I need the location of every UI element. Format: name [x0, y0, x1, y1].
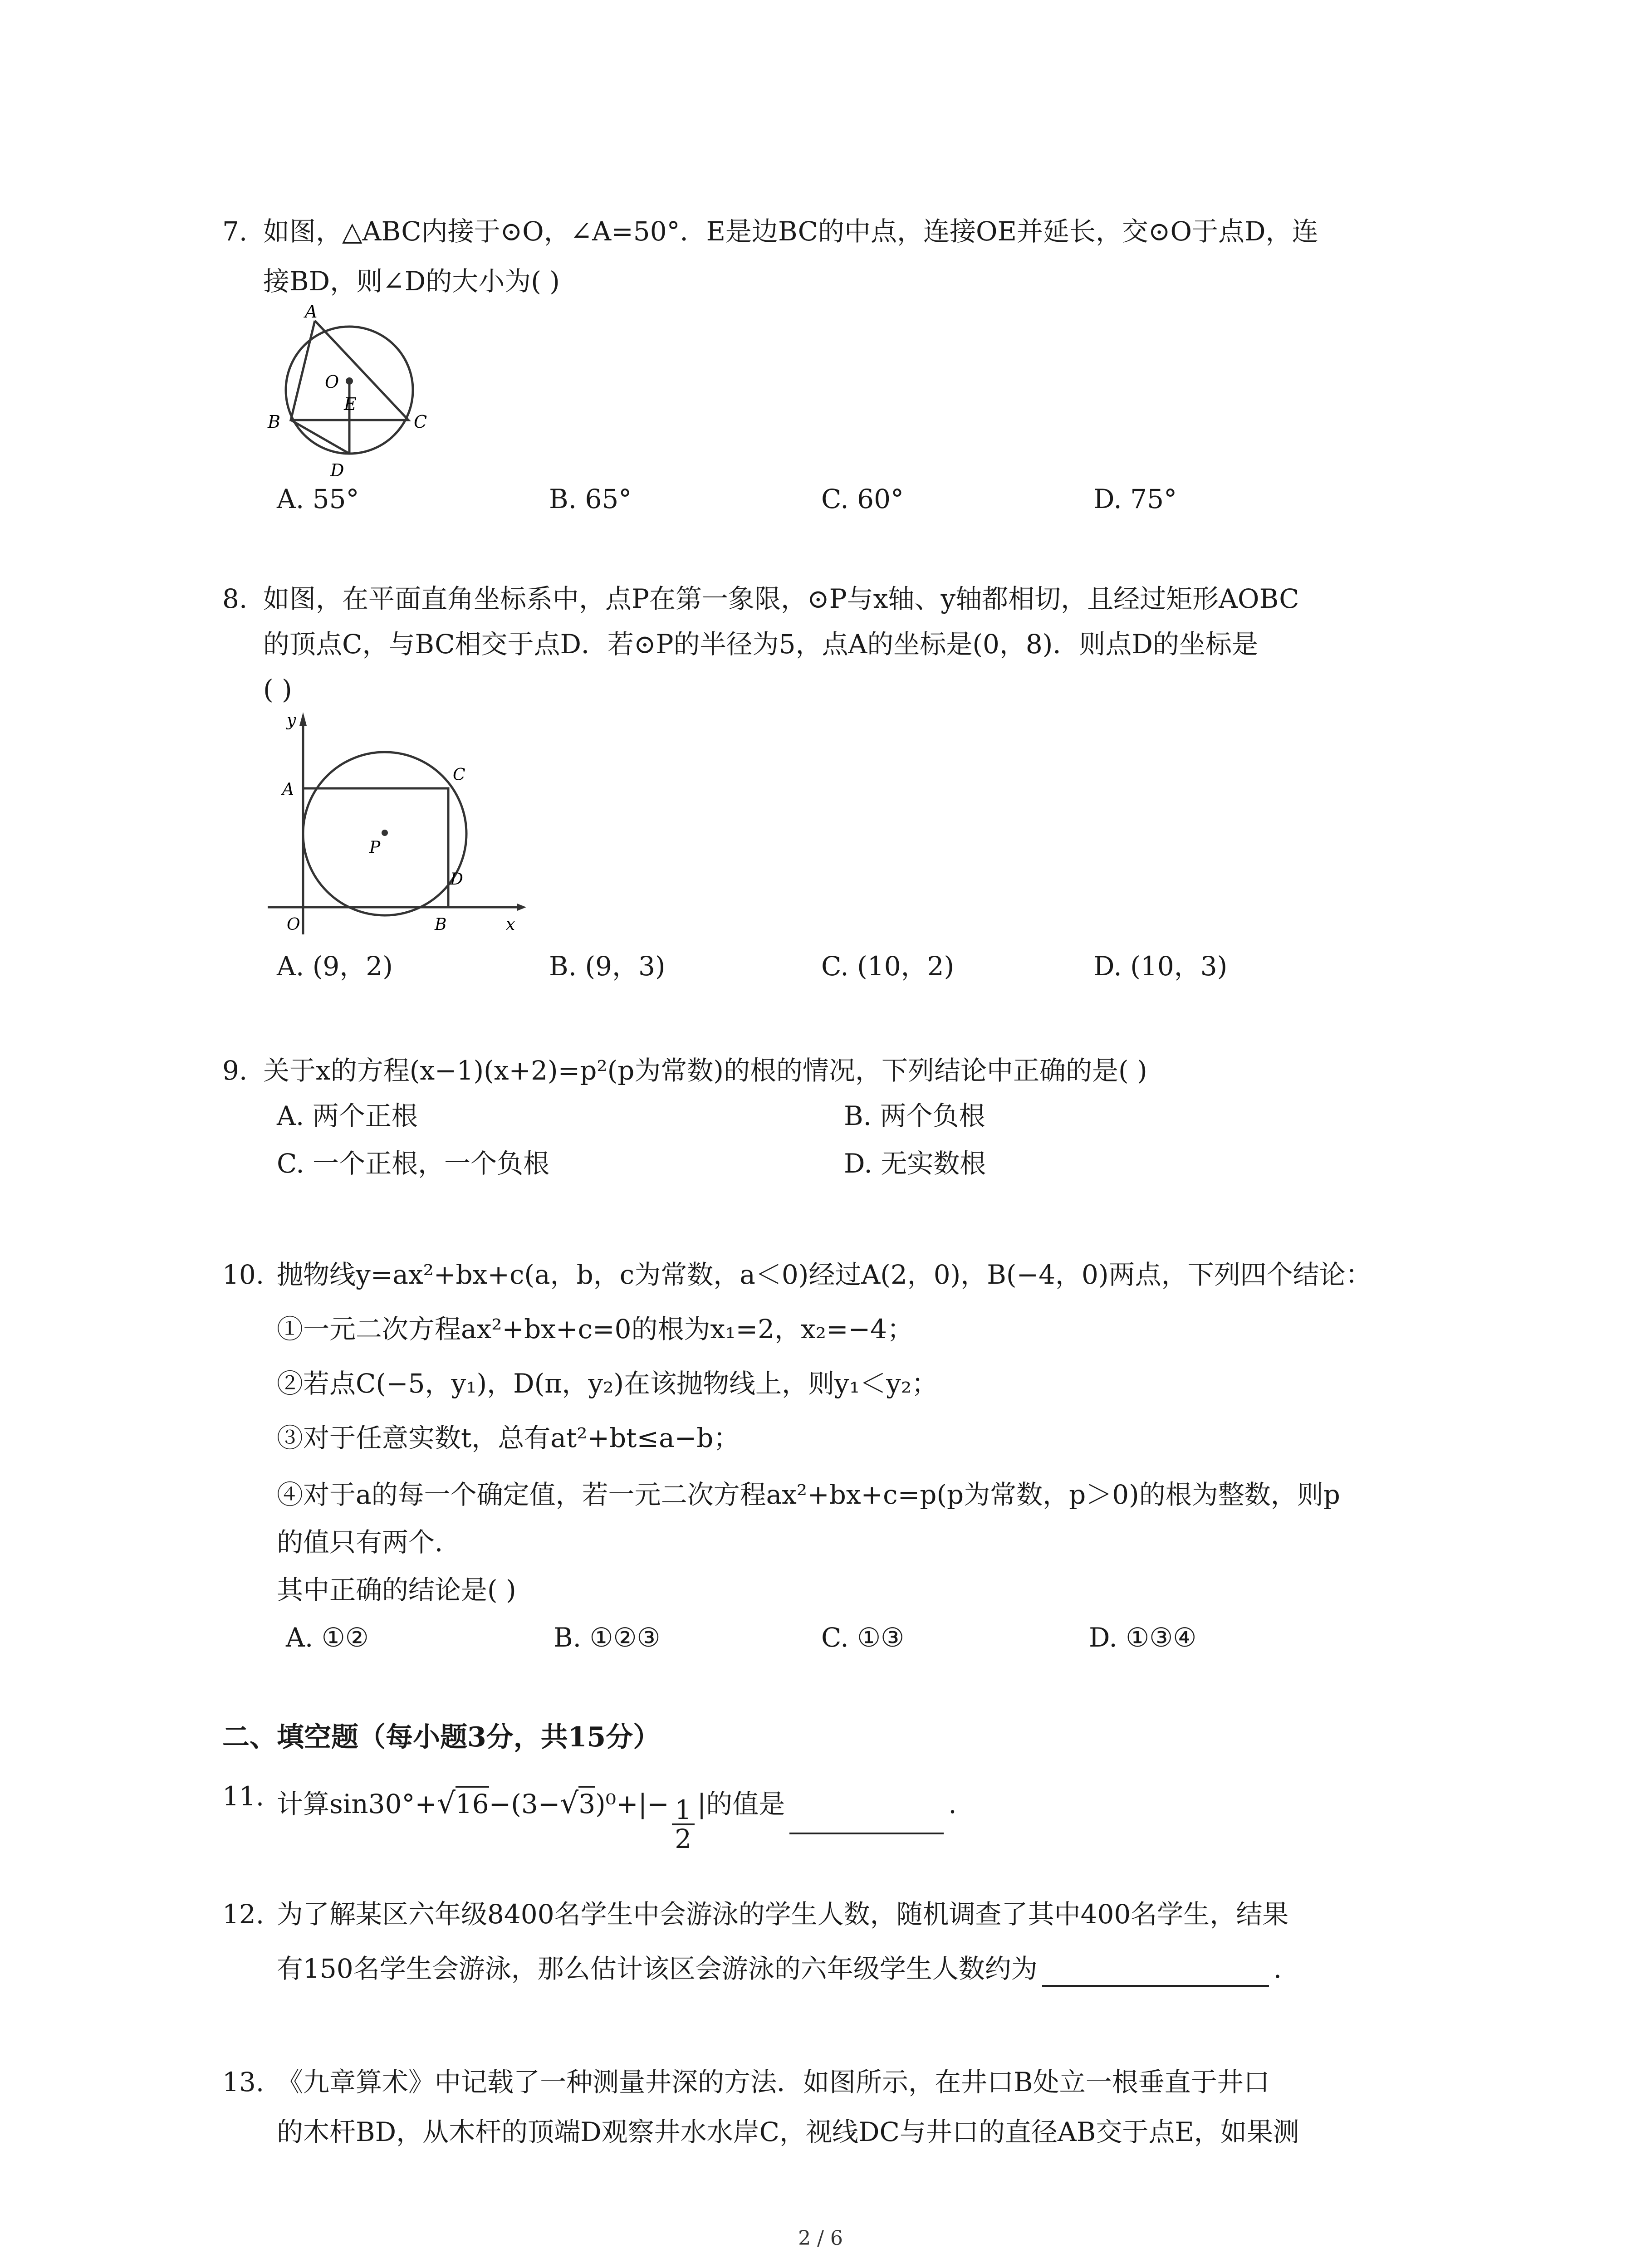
q9-option-c: C. 一个正根，一个负根	[277, 1148, 550, 1179]
q7-option-d: D. 75°	[1093, 484, 1177, 514]
q7-number: 7.	[222, 216, 248, 247]
q10-option-c: C. ①③	[821, 1622, 905, 1653]
q10-statement-4a: ④对于a的每一个确定值，若一元二次方程ax²+bx+c=p(p为常数，p＞0)的根为整数，则p	[277, 1479, 1340, 1510]
q13-number: 13.	[222, 2067, 265, 2097]
q7-option-c: C. 60°	[821, 484, 904, 514]
q10-option-a: A. ①②	[286, 1622, 369, 1653]
q7-option-a: A. 55°	[277, 484, 359, 514]
q7-label-a: A	[305, 302, 318, 322]
q7-option-b: B. 65°	[549, 484, 632, 514]
q9-option-d: D. 无实数根	[844, 1148, 986, 1179]
q8-label-p: P	[369, 838, 381, 857]
q13-stem-line2: 的木杆BD，从木杆的顶端D观察井水水岸C，视线DC与井口的直径AB交于点E，如果测	[277, 2116, 1299, 2147]
q7-circle-figure	[259, 299, 431, 481]
q10-statement-1: ①一元二次方程ax²+bx+c=0的根为x₁=2，x₂=−4；	[277, 1314, 914, 1344]
q11-mid: −(3−	[489, 1789, 560, 1820]
q10-option-b: B. ①②③	[554, 1622, 661, 1653]
q7-label-d: D	[330, 460, 344, 480]
q8-label-y: y	[287, 711, 296, 730]
q8-stem-line3: ( )	[263, 674, 292, 705]
q10-number: 10.	[222, 1259, 265, 1290]
q8-label-a: A	[282, 780, 294, 799]
q12-stem-line2	[277, 1950, 1282, 1987]
q10-statement-3: ③对于任意实数t，总有at²+bt≤a−b；	[277, 1422, 740, 1453]
q9-option-a: A. 两个正根	[277, 1100, 418, 1131]
page-number: 2 / 6	[798, 2227, 843, 2250]
q8-stem-line2: 的顶点C，与BC相交于点D．若⊙P的半径为5，点A的坐标是(0，8)．则点D的坐标是	[263, 629, 1258, 660]
q12-stem-line1: 为了解某区六年级8400名学生中会游泳的学生人数，随机调查了其中400名学生，结果	[277, 1899, 1289, 1930]
q12-line2-text: 有150名学生会游泳，那么估计该区会游泳的六年级学生人数约为	[277, 1953, 1038, 1984]
q8-number: 8.	[222, 583, 248, 614]
q11-suffix: |的值是	[697, 1789, 785, 1820]
q8-coordinate-figure	[259, 708, 540, 943]
section-heading: 二、填空题（每小题3分，共15分）	[222, 1721, 661, 1753]
q7-label-e: E	[344, 394, 357, 414]
q11-number: 11.	[222, 1781, 265, 1812]
q8-label-c: C	[453, 766, 465, 784]
q11-sqrt-3: √3	[560, 1787, 596, 1821]
q7-label-o: O	[325, 372, 339, 392]
q7-stem-line1: 如图，△ABC内接于⊙O，∠A=50°．E是边BC的中点，连接OE并延长，交⊙O于点D，连	[263, 216, 1318, 247]
q9-number: 9.	[222, 1055, 248, 1086]
q8-stem-line1: 如图，在平面直角坐标系中，点P在第一象限，⊙P与x轴、y轴都相切，且经过矩形AOBC	[263, 583, 1299, 614]
q11-answer-blank[interactable]	[789, 1801, 944, 1834]
q10-statement-4b: 的值只有两个．	[277, 1527, 461, 1558]
q8-label-x: x	[506, 915, 515, 934]
q11-after: )⁰+|−	[595, 1789, 669, 1820]
q8-label-d: D	[450, 870, 463, 889]
q7-label-c: C	[414, 412, 427, 432]
q8-option-c: C. (10，2)	[821, 951, 955, 982]
q8-option-a: A. (9，2)	[277, 951, 393, 982]
q8-label-o: O	[287, 915, 300, 934]
q7-label-b: B	[268, 412, 280, 432]
q10-stem-line1: 抛物线y=ax²+bx+c(a，b，c为常数，a＜0)经过A(2，0)，B(−4，0)两点，下列四个结论：	[277, 1259, 1372, 1290]
q11-sqrt-16: √16	[437, 1787, 489, 1821]
q11-prefix: 计算sin30°+	[277, 1789, 437, 1820]
q12-answer-blank[interactable]	[1042, 1953, 1269, 1987]
q8-option-b: B. (9，3)	[549, 951, 666, 982]
q7-stem-line2: 接BD，则∠D的大小为( )	[263, 266, 560, 297]
q10-ask: 其中正确的结论是( )	[277, 1574, 516, 1605]
q8-label-b: B	[435, 915, 447, 934]
q11-end: .	[948, 1789, 957, 1820]
q9-stem-line1: 关于x的方程(x−1)(x+2)=p²(p为常数)的根的情况，下列结论中正确的是( )	[263, 1055, 1147, 1086]
q9-option-b: B. 两个负根	[844, 1100, 985, 1131]
q12-end: .	[1273, 1953, 1282, 1984]
q13-stem-line1: 《九章算术》中记载了一种测量井深的方法．如图所示，在井口B处立一根垂直于井口	[277, 2067, 1270, 2097]
q10-option-d: D. ①③④	[1089, 1622, 1197, 1653]
q10-statement-2: ②若点C(−5，y₁)，D(π，y₂)在该抛物线上，则y₁＜y₂；	[277, 1368, 938, 1399]
q8-option-d: D. (10，3)	[1093, 951, 1228, 982]
q11-fraction: $\frac{1}{2}$	[672, 1796, 695, 1853]
q12-number: 12.	[222, 1899, 265, 1930]
q11-expression	[277, 1778, 957, 1854]
